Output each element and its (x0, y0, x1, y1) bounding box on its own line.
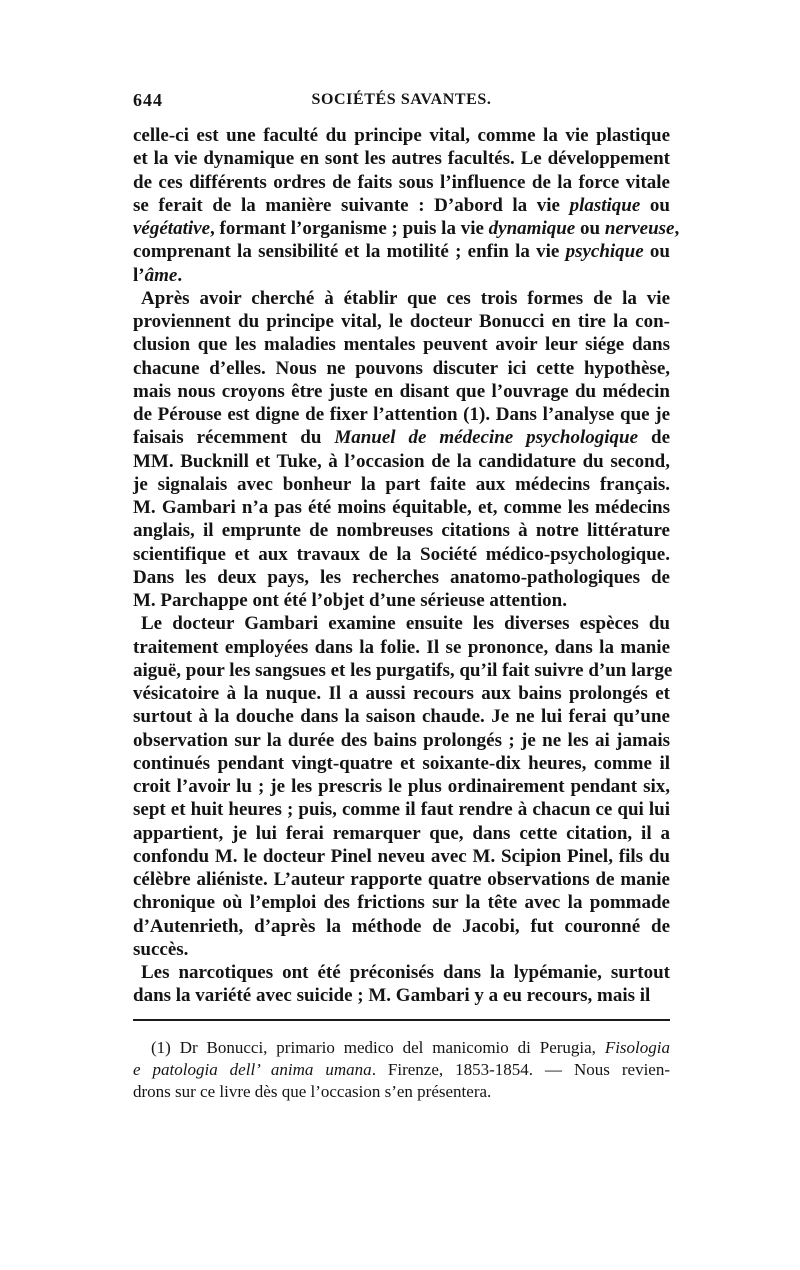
text-line: scientifique et aux travaux de la Société médico-psychologique. (133, 543, 670, 565)
text-line: dans la variété avec suicide ; M. Gambari y a eu recours, mais il (133, 985, 651, 1007)
footnote-line: e patologia dell’ anima umana. Firenze, 1853-1854. — Nous revien- (133, 1059, 670, 1079)
text-line: végétative, formant l’organisme ; puis la vie dynamique ou nerveuse, (133, 218, 680, 239)
text-line: Les narcotiques ont été préconisés dans la lypémanie, surtout (141, 962, 670, 983)
text-line: chronique où l’emploi des frictions sur la tête avec la pommade (133, 892, 670, 914)
text-line: celle-ci est une faculté du principe vital, comme la vie plastique (133, 125, 670, 146)
text-line: se ferait de la manière suivante : D’abord la vie plastique ou (133, 194, 670, 216)
body-text (133, 124, 680, 1008)
text-line: l’âme. (133, 264, 183, 286)
book-page (133, 90, 680, 1103)
text-line: continués pendant vingt-quatre et soixante-dix heures, comme il (133, 752, 670, 774)
text-line: sept et huit heures ; puis, comme il faut rendre à chacun ce qui lui (133, 799, 670, 821)
text-line: anglais, il emprunte de nombreuses citations à notre littérature (133, 520, 670, 542)
text-line: et la vie dynamique en sont les autres facultés. Le développement (133, 148, 670, 170)
text-line: surtout à la douche dans la saison chaude. Je ne lui ferai qu’une (133, 706, 670, 728)
running-title: SOCIÉTÉS SAVANTES. (311, 91, 492, 108)
text-line: vésicatoire à la nuque. Il a aussi recours aux bains prolongés et (133, 683, 670, 704)
footnote-rule (133, 1019, 670, 1021)
text-line: de Pérouse est digne de fixer l’attention (1). Dans l’analyse que je (133, 404, 670, 425)
text-line: d’Autenrieth, d’après la méthode de Jacobi, fut couronné de (133, 915, 670, 937)
text-line: Dans les deux pays, les recherches anatomo-pathologiques de (133, 566, 670, 588)
text-line: traitement employées dans la folie. Il se prononce, dans la manie (133, 636, 670, 658)
text-line: mais nous croyons être juste en disant que l’ouvrage du médecin (133, 380, 670, 402)
text-line: appartient, je lui ferai remarquer que, dans cette citation, il a (133, 822, 670, 844)
text-line: observation sur la durée des bains prolongés ; je ne les ai jamais (133, 729, 670, 751)
text-line: comprenant la sensibilité et la motilité ; enfin la vie psychique ou (133, 241, 670, 263)
page-header (133, 90, 670, 118)
text-line: Le docteur Gambari examine ensuite les diverses espèces du (141, 613, 670, 635)
text-line: chacune d’elles. Nous ne pouvons discuter ici cette hypothèse, (133, 357, 670, 379)
text-line: confondu M. le docteur Pinel neveu avec M. Scipion Pinel, fils du (133, 845, 670, 867)
text-line: MM. Bucknill et Tuke, à l’occasion de la candidature du second, (133, 450, 670, 472)
text-line: faisais récemment du Manuel de médecine psychologique de (133, 427, 670, 449)
text-line: clusion que les maladies mentales peuvent avoir leur siége dans (133, 334, 670, 356)
footnote-line: drons sur ce livre dès que l’occasion s’en présentera. (133, 1081, 492, 1101)
text-line: célèbre aliéniste. L’auteur rapporte quatre observations de manie (133, 869, 670, 890)
text-line: de ces différents ordres de faits sous l’influence de la force vitale (133, 171, 670, 193)
footnote-line: (1) Dr Bonucci, primario medico del manicomio di Perugia, Fisologia (151, 1037, 670, 1057)
text-line: M. Parchappe ont été l’objet d’une sérieuse attention. (133, 590, 567, 611)
footnotes (133, 1037, 670, 1103)
text-line: je signalais avec bonheur la part faite aux médecins français. (133, 473, 670, 495)
text-line: aiguë, pour les sangsues et les purgatifs, qu’il fait suivre d’un large (133, 659, 673, 681)
text-line: croit l’avoir lu ; je les prescris le plus ordinairement pendant six, (133, 776, 670, 797)
text-line: Après avoir cherché à établir que ces trois formes de la vie (141, 287, 670, 309)
text-line: M. Gambari n’a pas été moins équitable, et, comme les médecins (133, 497, 670, 518)
page-number: 644 (133, 90, 163, 110)
text-line: succès. (133, 938, 189, 960)
text-line: proviennent du principe vital, le docteur Bonucci en tire la con- (133, 311, 670, 332)
